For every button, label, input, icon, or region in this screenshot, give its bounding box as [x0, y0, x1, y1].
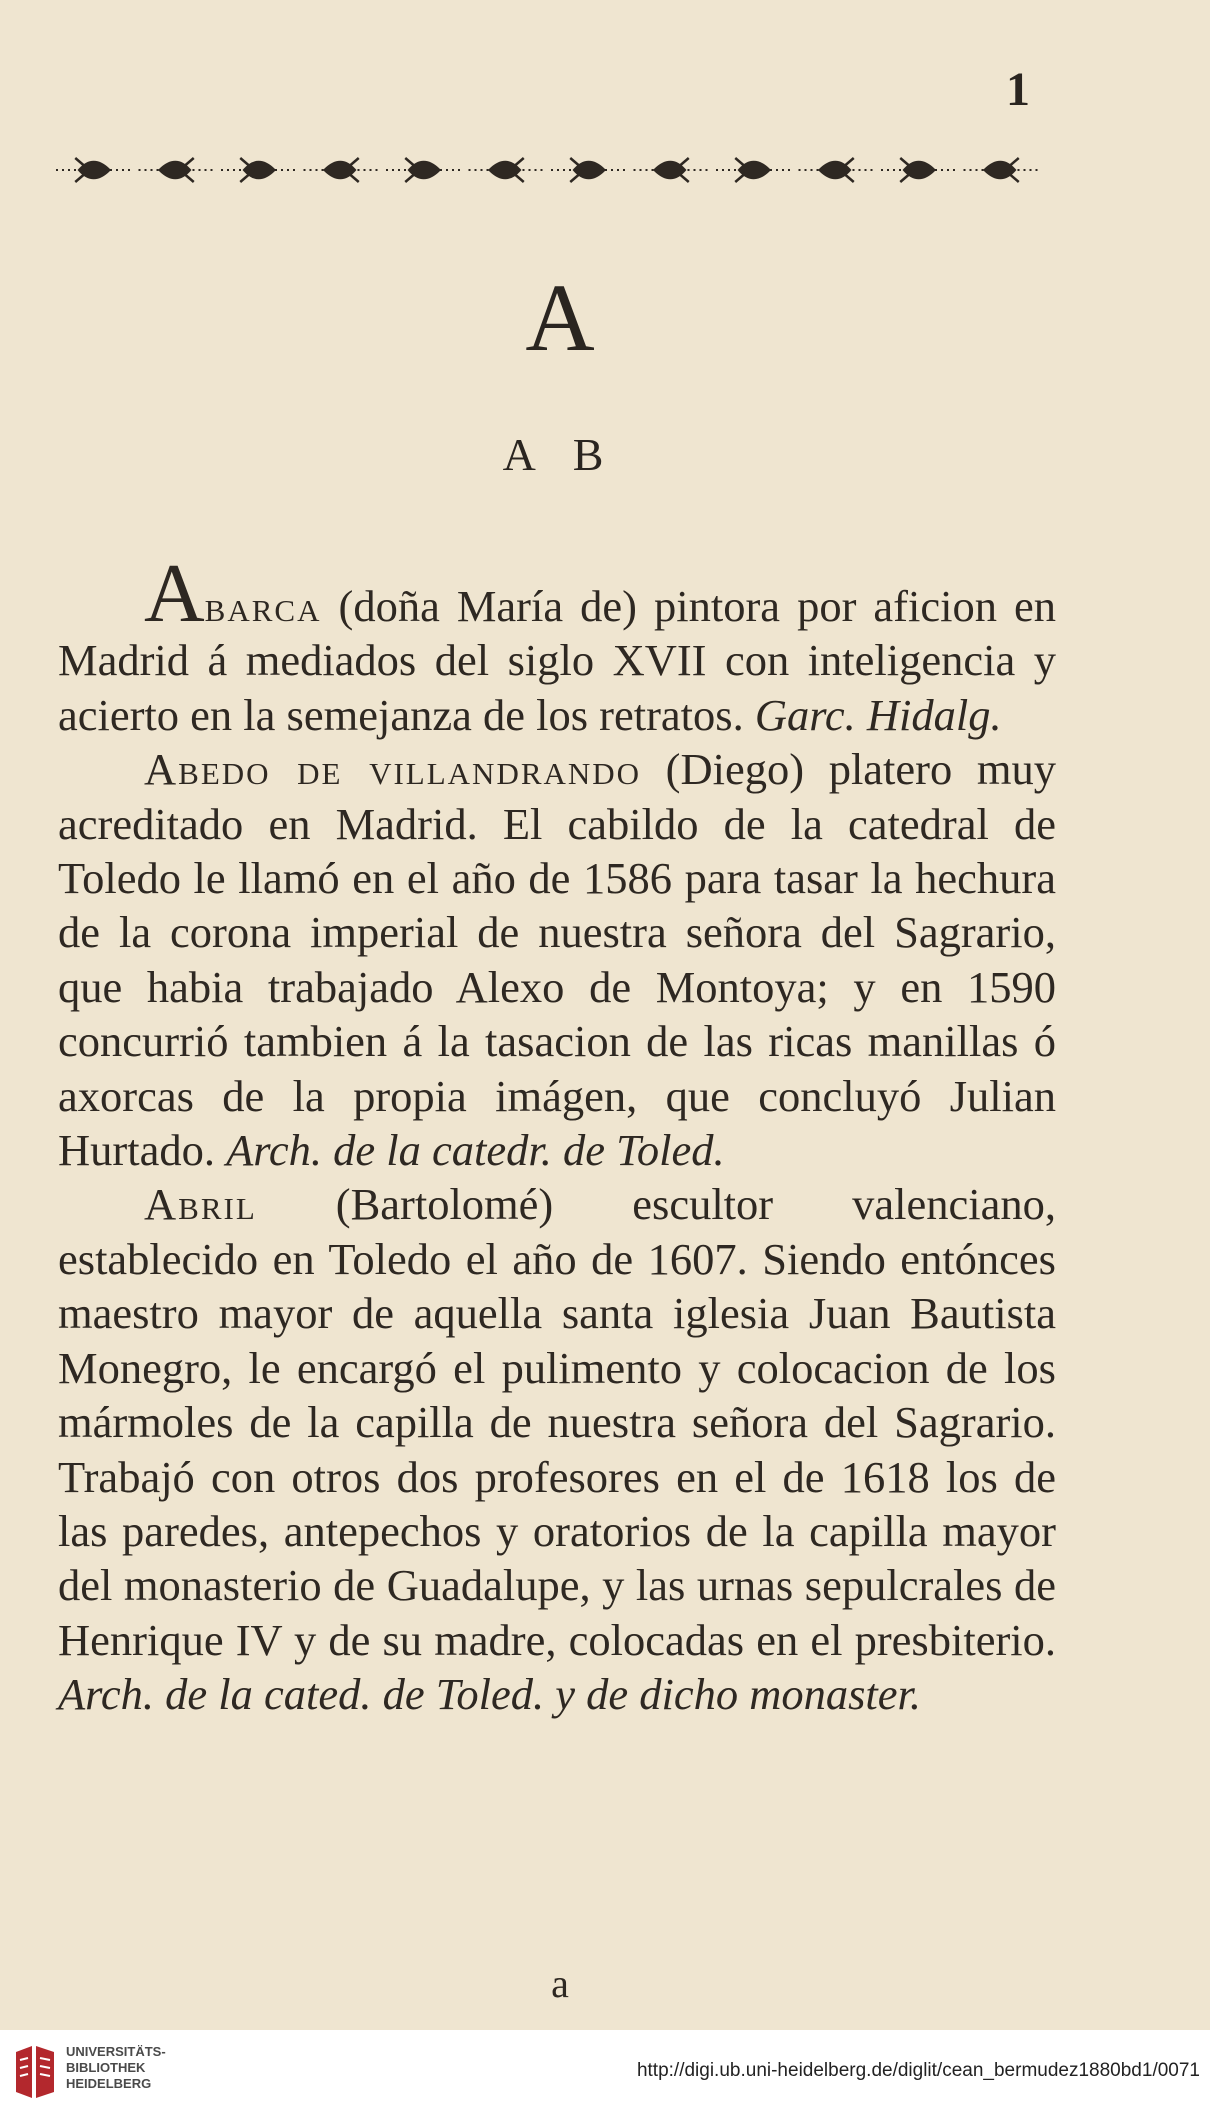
entry-name: Abril — [144, 1179, 257, 1230]
section-heading: A B — [502, 429, 618, 480]
ornament-leaf-icon — [881, 158, 956, 182]
ornament-leaf-icon — [964, 158, 1039, 182]
ornament-leaf-icon — [716, 158, 791, 182]
entry-name: Abedo de villandrando — [144, 744, 642, 795]
dictionary-text — [58, 547, 1056, 1722]
entry-citation: Arch. de la catedr. de Toled. — [226, 1125, 725, 1176]
ornament-leaf-icon — [799, 158, 874, 182]
source-url[interactable]: http://digi.ub.uni-heidelberg.de/diglit/cean_bermudez1880bd1/0071 — [636, 2060, 1200, 2081]
entry-body: (Diego) platero muy acreditado en Madrid. El cabildo de la catedral de Toledo le llamó en el año de 1586 para tasar la hechura de la corona imperial de nuestra señora del Sagrario, que habia trabajado Alexo de Montoya; y en 1590 concurrió tambien á la tasacion de las ricas manillas ó axorcas de la propia imágen, que concluyó Julian Hurtado. — [58, 744, 1056, 1176]
drop-cap: A — [144, 547, 205, 640]
decorative-border-ornament — [52, 150, 1042, 190]
logo-line: UNIVERSITÄTS- — [66, 2044, 166, 2059]
entry-abril — [58, 1177, 1056, 1721]
entry-body: (doña María de) pintora por aficion en Madrid á mediados del siglo XVII con inteligencia y acierto en la semejanza de los retratos. — [58, 581, 1056, 740]
ornament-leaf-icon — [56, 158, 131, 182]
ornament-leaf-icon — [139, 158, 214, 182]
entry-abarca — [58, 547, 1056, 742]
ornament-leaf-icon — [634, 158, 709, 182]
ornament-leaf-icon — [221, 158, 296, 182]
entry-body: (Bartolomé) escultor valenciano, establecido en Toledo el año de 1607. Siendo entónces maestro mayor de aquella santa iglesia Juan Bautista Monegro, le encargó el pulimento y colocacion de los mármoles de la capilla de nuestra señora del Sagrario. Trabajó con otros dos profesores en el de 1618 los de las paredes, antepechos y oratorios de la capilla mayor del monasterio de Guadalupe, y las urnas sepulcrales de Henrique IV y de su madre, colocadas en el presbiterio. — [58, 1179, 1056, 1665]
letter-heading: A — [525, 264, 595, 371]
entry-citation: Arch. de la cated. de Toled. y de dicho monaster. — [58, 1669, 922, 1720]
footer-bar — [0, 2030, 1210, 2114]
entry-name: barca — [204, 581, 322, 631]
library-logo-icon — [12, 2042, 58, 2102]
entry-abedo — [58, 742, 1056, 1177]
page-number: 1 — [1006, 63, 1030, 116]
ornament-leaf-icon — [469, 158, 544, 182]
ornament-leaf-icon — [304, 158, 379, 182]
entry-citation: Garc. Hidalg. — [754, 689, 1002, 740]
logo-line: BIBLIOTHEK — [66, 2060, 146, 2075]
ornament-leaf-icon — [551, 158, 626, 182]
library-logo-text — [66, 2044, 166, 2092]
ornament-leaf-icon — [386, 158, 461, 182]
signature-mark: a — [551, 1961, 569, 2006]
logo-line: HEIDELBERG — [66, 2076, 152, 2091]
